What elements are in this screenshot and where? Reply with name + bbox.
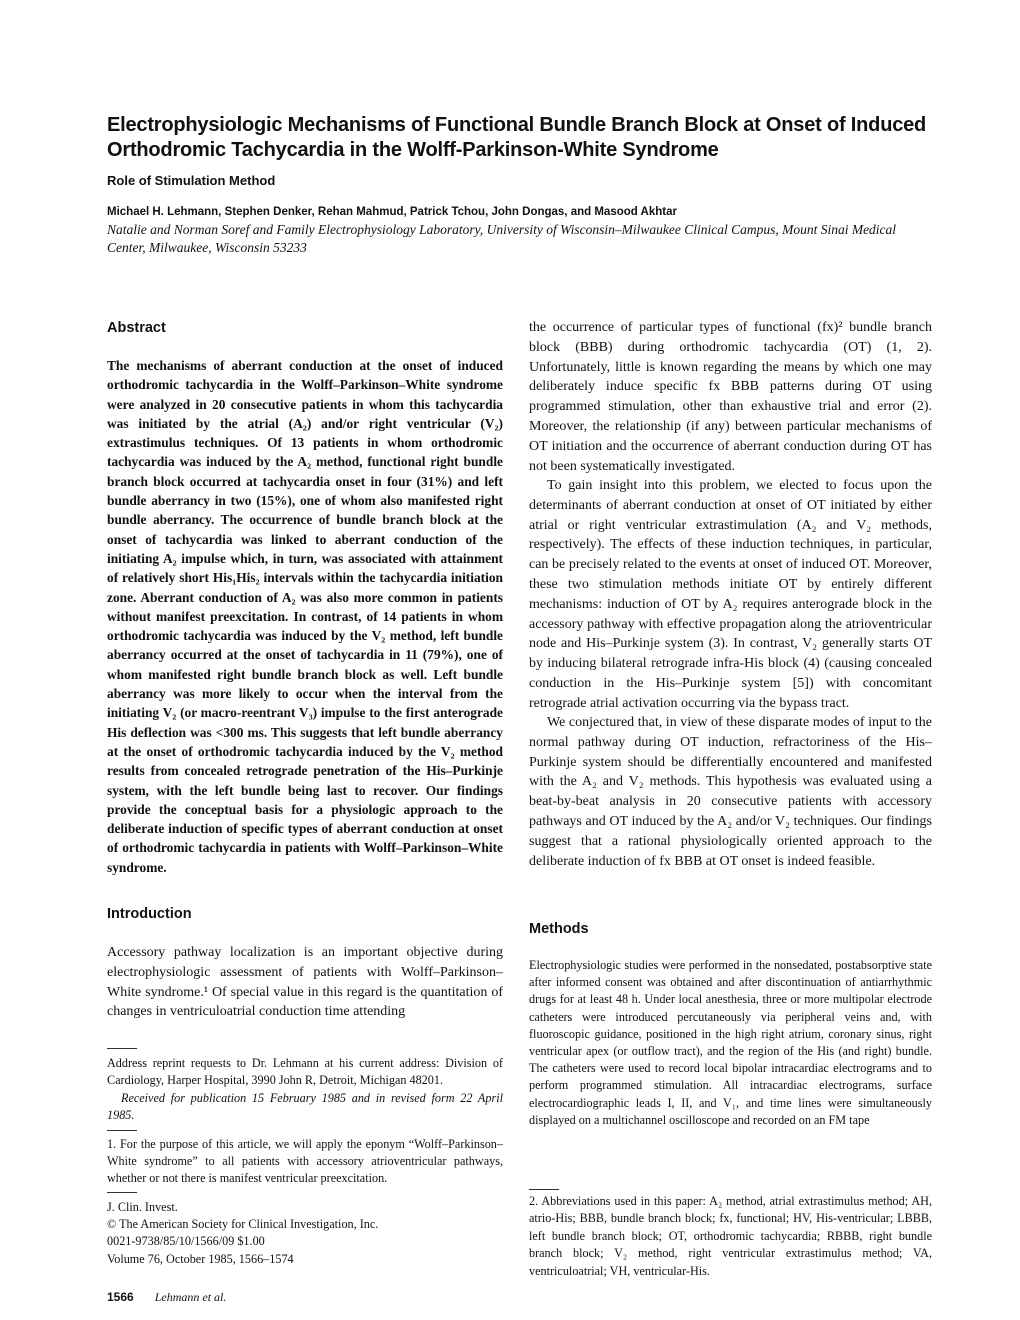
affiliation: Natalie and Norman Soref and Family Electrophysiology Laboratory, University of Wisconsin–Milwaukee Clinical Campus, Mount Sinai Medical Center, Milwaukee, Wisconsin 53233 — [107, 222, 897, 255]
introduction-heading: Introduction — [107, 906, 192, 922]
methods-text: Electrophysiologic studies were performed in the nonsedated, postabsorptive state after informed consent was obtained and after discontinuation of antiarrhythmic drugs for at least 48 h. Under local anesthesia, three or more multipolar electrode catheters were introduced percutaneously via peripheral veins and, with fluoroscopic guidance, positioned in the high right atrium, coronary sinus, right ventricular apex (or outflow tract), and the region of the His (and right) bundle. The catheters were used to record local bipolar intracardiac electrograms and to perform programmed stimulation. All intracardiac electrograms, surface electrocardiographic leads I, II, and V₁, and time lines were simultaneously displayed on a multichannel oscilloscope and recorded on an FM tape — [529, 958, 932, 1127]
author-list: Michael H. Lehmann, Stephen Denker, Rehan Mahmud, Patrick Tchou, John Dongas, and Masood Akhtar — [107, 206, 677, 218]
article-subtitle: Role of Stimulation Method — [107, 173, 276, 188]
running-author: Lehmann et al. — [154, 1290, 227, 1304]
journal-divider — [107, 1192, 137, 1193]
reprint-address: Address reprint requests to Dr. Lehmann at his current address: Division of Cardiology, Harper Hospital, 3990 John R, Detroit, Michigan 48201. — [107, 1056, 503, 1088]
issn-line: 0021-9738/85/10/1566/09 $1.00 — [107, 1234, 265, 1249]
journal-name: J. Clin. Invest. — [107, 1200, 178, 1214]
page-footer — [107, 1290, 226, 1305]
methods-heading: Methods — [529, 921, 589, 937]
footnote-1: 1. For the purpose of this article, we will apply the eponym “Wolff–Parkinson–White syndrome” to all patients with accessory atrioventricular pathways, whether or not there is manifest ventricular preexcitation. — [107, 1137, 503, 1186]
page-number: 1566 — [107, 1290, 134, 1304]
footnote-divider — [529, 1189, 559, 1190]
volume-line: Volume 76, October 1985, 1566–1574 — [107, 1251, 294, 1266]
right-paragraph-3: We conjectured that, in view of these disparate modes of input to the normal pathway during OT induction, refractoriness of the His–Purkinje system should be differentially encountered and manifested with the A₂ and V₂ methods. This hypothesis was evaluated using a beat-by-beat analysis in 20 consecutive patients with accessory pathways and OT induced by the A₂ and/or V₂ techniques. Our findings suggest that a rational physiologically oriented approach to the deliberate induction of fx BBB at OT onset is indeed feasible. — [529, 715, 932, 869]
abstract-text: The mechanisms of aberrant conduction at the onset of induced orthodromic tachycardia in the Wolff–Parkinson–White syndrome were analyzed in 20 consecutive patients in whom this tachycardia was initiated by the atrial (A₂) and/or right ventricular (V₂) extrastimulus techniques. Of 13 patients in whom orthodromic tachycardia was induced by the A₂ method, functional right bundle branch block occurred at tachycardia onset in four (31%) and left bundle aberrancy in two (15%), one of whom also manifested right bundle aberrancy. The occurrence of bundle branch block at the onset of tachycardia was linked to aberrant conduction of the initiating A₂ impulse which, in turn, was associated with attainment of relatively short His₁His₂ intervals within the tachycardia initiation zone. Aberrant conduction of A₂ was also more common in patients without manifest preexcitation. In contrast, of 14 patients in whom orthodromic tachycardia was induced by the V₂ method, left bundle aberrancy occurred at the onset of tachycardia in 11 (79%), one of whom manifested right bundle branch block as well. Left bundle aberrancy was more likely to occur when the interval from the initiating V₂ (or macro-reentrant V₃) impulse to the first anterograde His deflection was <300 ms. This suggests that left bundle aberrancy at the onset of orthodromic tachycardia induced by the V₂ method results from concealed retrograde penetration of the His–Purkinje system, with the left bundle being last to recover. Our findings provide the conceptual basis for a physiologic approach to the deliberate induction of specific types of aberrant conduction at onset of orthodromic tachycardia in patients with Wolff–Parkinson–White syndrome. — [107, 358, 503, 875]
received-dates: Received for publication 15 February 1985 and in revised form 22 April 1985. — [107, 1091, 503, 1123]
abstract-heading: Abstract — [107, 320, 166, 336]
article-title: Electrophysiologic Mechanisms of Functional Bundle Branch Block at Onset of Induced Orthodromic Tachycardia in the Wolff-Parkinson-White Syndrome — [107, 114, 927, 161]
right-paragraph-1: the occurrence of particular types of functional (fx)² bundle branch block (BBB) during orthodromic tachycardia (OT) (1, 2). Unfortunately, little is known regarding the means by which one may deliberately induce specific fx BBB patterns during OT using programmed stimulation, other than exhaustive trial and error (2). Moreover, the relationship (if any) between particular mechanisms of OT initiation and the occurrence of aberrant conduction during OT has not been systematically investigated. — [529, 320, 932, 474]
footnote-2: 2. Abbreviations used in this paper: A₂ method, atrial extrastimulus method; AH, atrio-His; BBB, bundle branch block; fx, functional; HV, His-ventricular; LBBB, left bundle branch block; OT, orthodromic tachycardia; RBBB, right bundle branch block; V₂ method, right ventricular extrastimulus method; VA, ventriculoatrial; VH, ventricular-His. — [529, 1194, 932, 1278]
introduction-text: Accessory pathway localization is an important objective during electrophysiologic assessment of patients with Wolff–Parkinson–White syndrome.¹ Of special value in this regard is the quantitation of changes in ventriculoatrial conduction time attending — [107, 945, 503, 1020]
journal-info — [107, 1199, 503, 1268]
footnote-divider — [107, 1130, 137, 1131]
footnote-divider — [107, 1048, 137, 1049]
right-paragraph-2: To gain insight into this problem, we elected to focus upon the determinants of aberrant conduction at onset of OT initiated by either atrial or right ventricular extrastimulation (A₂ and V₂ methods, respectively). The effects of these induction techniques, in particular, can be precisely related to the events at onset of induced OT. Moreover, these two stimulation methods initiate OT by entirely different mechanisms: induction of OT by A₂ requires anterograde block in the accessory pathway with effective propagation along the atrioventricular node and His–Purkinje system (3). In contrast, V₂ generally starts OT by inducing bilateral retrograde infra-His block (4) (causing concealed conduction in the His–Purkinje system [5]) with concomitant retrograde atrial activation occurring via the bypass tract. — [529, 478, 932, 711]
copyright-line: © The American Society for Clinical Investigation, Inc. — [107, 1217, 379, 1232]
